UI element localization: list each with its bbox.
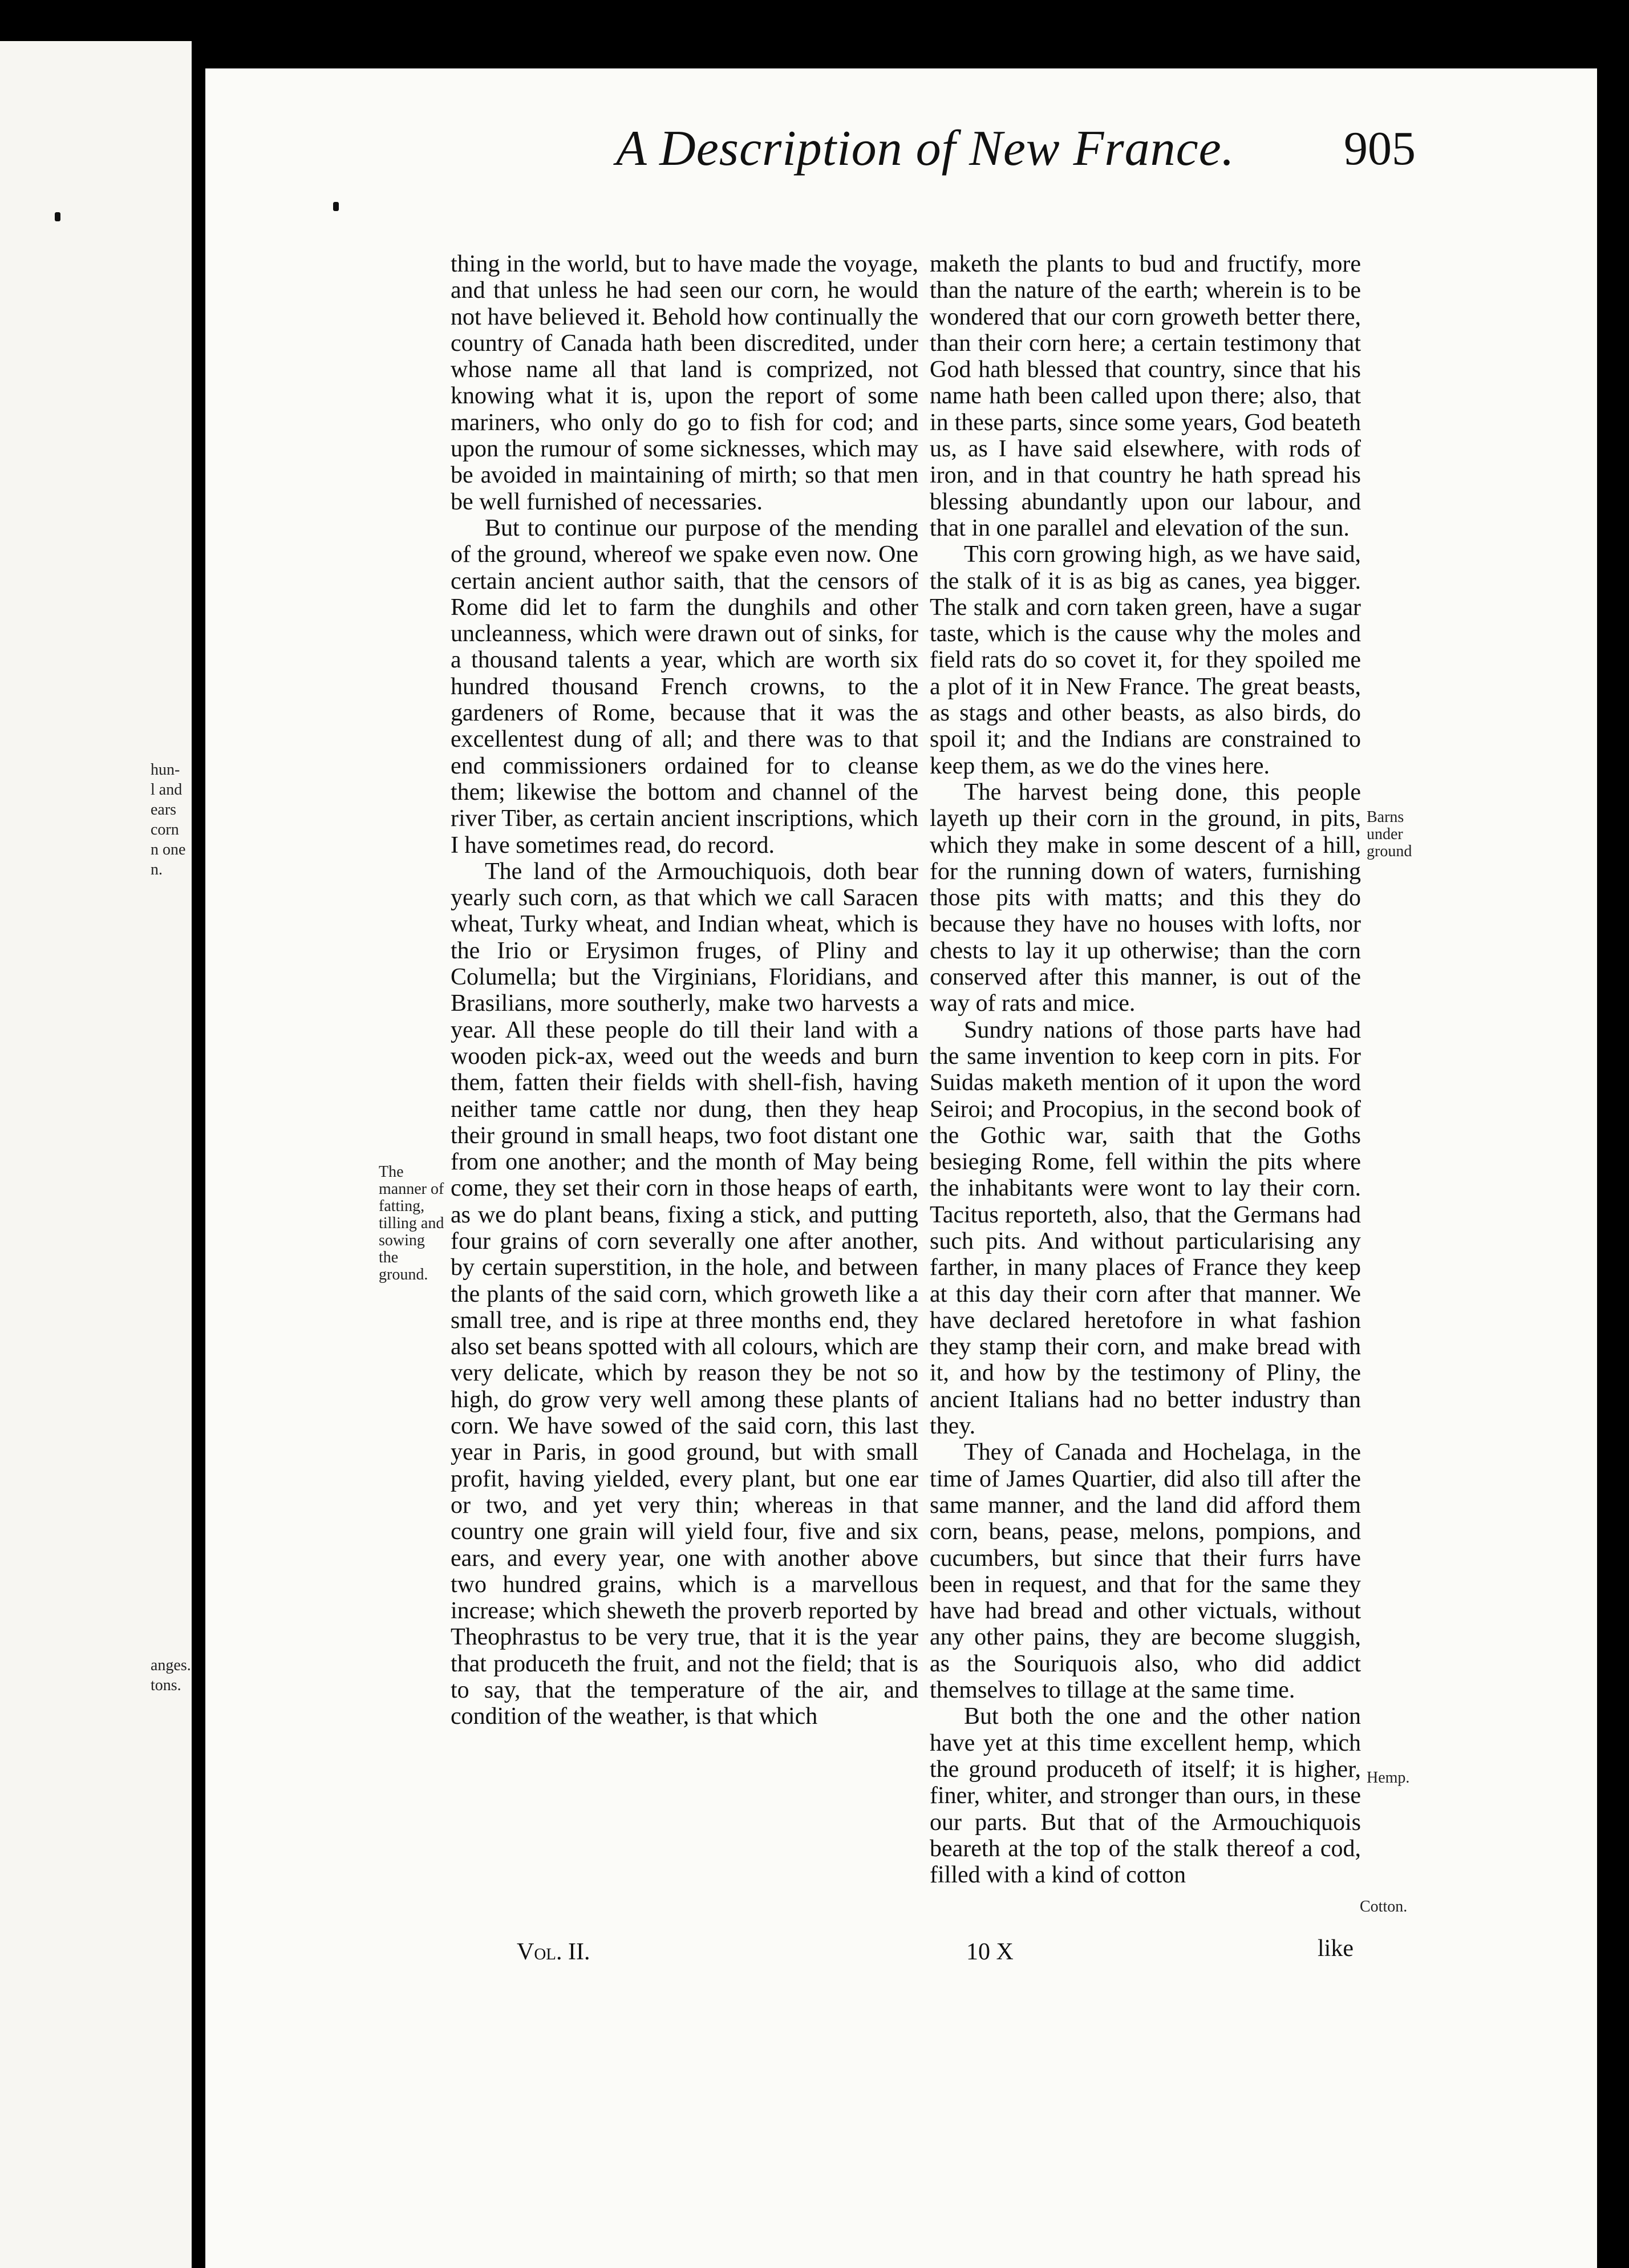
marginal-note-cotton: Cotton.	[1360, 1898, 1408, 1915]
facing-page-fragment: tons.	[151, 1676, 181, 1694]
paragraph: But both the one and the other nation have yet at this time excellent hemp, which the ground produceth of itself; it is higher, finer, whiter, and stronger than ours, in these our parts. But that of the Armouchiquois beareth at the top of the stalk thereof a cod, filled with a kind of cotton	[930, 1703, 1361, 1889]
marginal-note-hemp: Hemp.	[1367, 1769, 1410, 1787]
paragraph: But to continue our purpose of the mending of the ground, whereof we spake even now. One certain ancient author saith, that the censors of Rome did let to farm the dunghils and other uncleanness, which were drawn out of sinks, for a thousand talents a year, which are worth six hundred thousand French crowns, to the gardeners of Rome, because that it was the excellentest dung of all; and there was to that end commissioners ordained for to cleanse them; likewise the bottom and channel of the river Tiber, as certain ancient inscriptions, which I have sometimes read, do record.	[451, 515, 918, 858]
page-mark	[333, 202, 339, 211]
paragraph: The harvest being done, this people layeth up their corn in the ground, in pits, which they make in some descent of a hill, for the running down of waters, furnishing those pits with matts; and this they do because they have no houses with lofts, nor chests to lay it up otherwise; than the corn conserved after this manner, is out of the way of rats and mice.	[930, 779, 1361, 1017]
page-number: 905	[1344, 122, 1416, 175]
volume-label: Vol. II.	[517, 1939, 590, 1965]
paragraph: This corn growing high, as we have said, the stalk of it is as big as canes, yea bigger. The stalk and corn taken green, have a sugar taste, which is the cause why the moles and field rats do so covet it, for they spoiled me a plot of it in New France. The great beasts, as stags and other beasts, as also birds, do spoil it; and the Indians are constrained to keep them, as we do the vines here.	[930, 541, 1361, 779]
facing-page-fragment: corn	[151, 821, 179, 839]
facing-page-fragment: n one	[151, 841, 186, 858]
paragraph: maketh the plants to bud and fructify, more than the nature of the earth; wherein is to be wondered that our corn groweth better there, than their corn here; a certain testimony that God hath blessed that country, since that his name hath been called upon there; also, that in these parts, since some years, God beateth us, as I have said elsewhere, with rods of iron, and in that country he hath spread his blessing abundantly upon our labour, and that in one parallel and elevation of the sun.	[930, 251, 1361, 541]
facing-page-fragment: l and	[151, 781, 183, 799]
page-title: A Description of New France.	[616, 121, 1235, 176]
facing-page-fragment: hun-	[151, 761, 180, 779]
signature-mark: 10 X	[966, 1939, 1014, 1965]
marginal-note-barns: Barns under ground	[1367, 808, 1412, 860]
paragraph: thing in the world, but to have made the voyage, and that unless he had seen our corn, he would not have believed it. Behold how continually the country of Canada hath been discredited, under whose name all that land is comprized, not knowing what it is, upon the report of some mariners, who only do go to fish for cod; and upon the rumour of some sicknesses, which may be avoided in maintaining of mirth; so that men be well furnished of necessaries.	[451, 251, 918, 515]
facing-page-mark	[55, 212, 60, 221]
facing-page-fragment: ears	[151, 801, 177, 819]
facing-page-edge	[0, 41, 192, 2268]
facing-page-fragment: anges.	[151, 1657, 191, 1674]
facing-page-fragment: n.	[151, 861, 163, 878]
catchword: like	[1318, 1935, 1354, 1962]
paragraph: Sundry nations of those parts have had the same invention to keep corn in pits. For Suidas maketh mention of it upon the word Seiroi; and Procopius, in the second book of the Gothic war, saith that the Goths besieging Rome, fell within the pits where the inhabitants were wont to lay their corn. Tacitus reporteth, also, that the Germans had such pits. And without particularising any farther, in many places of France they keep at this day their corn after that manner. We have declared heretofore in what fashion they stamp their corn, and make bread with it, and how by the testimony of Pliny, the ancient Italians had no better industry than they.	[930, 1016, 1361, 1440]
marginal-note-tillage: The manner of fatting, tilling and sowing the ground.	[379, 1163, 444, 1283]
paragraph: They of Canada and Hochelaga, in the time of James Quartier, did also till after the same manner, and the land did afford them corn, beans, pease, melons, pompions, and cucumbers, but since that their furrs have been in request, and that for the same they have had bread and other victuals, without any other pains, they are become sluggish, as the Souriquois also, who did addict themselves to tillage at the same time.	[930, 1439, 1361, 1704]
left-text-column	[451, 251, 918, 1730]
paragraph: The land of the Armouchiquois, doth bear yearly such corn, as that which we call Saracen wheat, Turky wheat, and Indian wheat, which is the Irio or Erysimon fruges, of Pliny and Columella; but the Virginians, Floridians, and Brasilians, more southerly, make two harvests a year. All these people do till their land with a wooden pick-ax, weed out the weeds and burn them, fatten their fields with shell-fish, having neither tame cattle nor dung, then they heap their ground in small heaps, two foot distant one from one another; and the month of May being come, they set their corn in those heaps of earth, as we do plant beans, fixing a stick, and putting four grains of corn severally one after another, by certain superstition, in the hole, and between the plants of the said corn, which groweth like a small tree, and is ripe at three months end, they also set beans spotted with all colours, which are very delicate, which by reason they be not so high, do grow very well among these plants of corn. We have sowed of the said corn, this last year in Paris, in good ground, but with small profit, having yielded, every plant, but one ear or two, and yet very thin; whereas in that country one grain will yield four, five and six ears, and every year, one with another above two hundred grains, which is a marvellous increase; which sheweth the proverb reported by Theophrastus to be very true, that it is the year that produceth the fruit, and not the field; that is to say, that the temperature of the air, and condition of the weather, is that which	[451, 858, 918, 1730]
right-text-column	[930, 251, 1361, 1888]
